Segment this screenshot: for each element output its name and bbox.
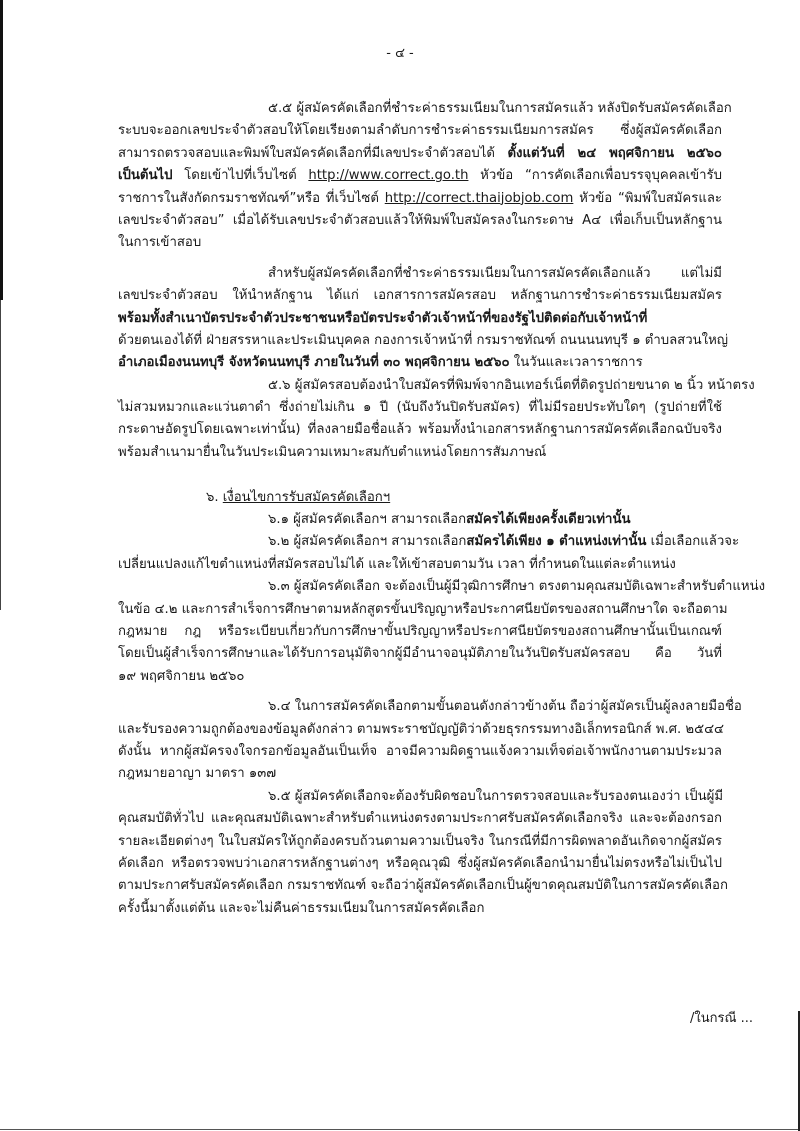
correct-go-th-link[interactable]: http://www.correct.go.th	[308, 168, 469, 184]
paragraph-line: ตามประกาศรับสมัครคัดเลือก กรมราชทัณฑ์ จะถือว่าผู้สมัครคัดเลือกเป็นผู้ขาดคุณสมบัติในการสมัครคัดเลือก	[118, 878, 728, 894]
section-6-heading: ๖. เงื่อนไขการรับสมัครคัดเลือกฯ	[206, 489, 391, 505]
page-number: - ๔ -	[386, 46, 414, 61]
paragraph-line: ๕.๕ ผู้สมัครคัดเลือกที่ชำระค่าธรรมเนียมในการสมัครแล้ว หลังปิดรับสมัครคัดเลือก	[268, 101, 732, 116]
paragraph-line: กฎหมาย กฎ หรือระเบียบเกี่ยวกับการศึกษาขั้นปริญญาหรือประกาศนียบัตรของสถานศึกษานั้นเป็นเกณฑ์	[118, 623, 722, 639]
section-5-5	[118, 98, 732, 255]
paragraph-line: พร้อมสำเนามายื่นในวันประเมินความเหมาะสมกับตำแหน่งโดยการสัมภาษณ์	[118, 444, 547, 460]
paragraph-line: และรับรองความถูกต้องของข้อมูลดังกล่าว ตามพระราชบัญญัติว่าด้วยธุรกรรมทางอิเล็กทรอนิกส์ พ.ศ. ๒๕๔๔	[118, 721, 725, 737]
paragraph-line: คัดเลือก หรือตรวจพบว่าเอกสารหลักฐานต่างๆ หรือคุณวุฒิ ซึ่งผู้สมัครคัดเลือกนำมายื่นไม่ตรงหรือไม่เป็นไป	[118, 855, 722, 871]
paragraph-line: เปลี่ยนแปลงแก้ไขตำแหน่งที่สมัครสอบไม่ได้ และให้เข้าสอบตามวัน เวลา ที่กำหนดในแต่ละตำแหน่ง	[118, 556, 676, 572]
paragraph-line: รายละเอียดต่างๆ ในใบสมัครให้ถูกต้องครบถ้วนตามความเป็นจริง ในกรณีที่มีการผิดพลาดอันเกิดจากผู้สมัคร	[118, 833, 722, 849]
item-6-2: ๖.๒ ผู้สมัครคัดเลือกฯ สามารถเลือกสมัครได้เพียง ๑ ตำแหน่งเท่านั้น เมื่อเลือกแล้วจะ	[268, 534, 740, 550]
paragraph-line: พร้อมทั้งสำเนาบัตรประจำตัวประชาชนหรือบัตรประจำตัวเจ้าหน้าที่ของรัฐไปติดต่อกับเจ้าหน้าที่	[118, 310, 648, 326]
continued-next-page: /ในกรณี ...	[690, 1011, 754, 1026]
paragraph-line: โดยเป็นผู้สำเร็จการศึกษาและได้รับการอนุมัติจากผู้มีอำนาจอนุมัติภายในวันปิดรับสมัครสอบ คือ วันที่	[118, 646, 722, 662]
paragraph-line: อำเภอเมืองนนทบุรี จังหวัดนนทบุรี ภายในวันที่ ๓๐ พฤศจิกายน ๒๕๖๐ ในวันและเวลาราชการ	[118, 355, 643, 371]
paragraph-line: สามารถตรวจสอบและพิมพ์ใบสมัครคัดเลือกที่มีเลขประจำตัวสอบได้ ตั้งแต่วันที่ ๒๔ พฤศจิกายน ๒๕๖๐	[118, 145, 722, 161]
paragraph-line: ในการเข้าสอบ	[118, 235, 202, 251]
scan-border-left-thin	[0, 300, 1, 610]
paragraph-line: ในข้อ ๔.๒ และการสำเร็จการศึกษาตามหลักสูตรขั้นปริญญาหรือประกาศนียบัตรของสถานศึกษาใด จะถือตาม	[118, 601, 728, 617]
section-6	[118, 487, 766, 920]
paragraph-line: สำหรับผู้สมัครคัดเลือกที่ชำระค่าธรรมเนียมในการสมัครคัดเลือกแล้ว แต่ไม่มี	[268, 265, 722, 281]
item-6-4: ๖.๔ ในการสมัครคัดเลือกตามขั้นตอนดังกล่าวข้างต้น ถือว่าผู้สมัครเป็นผู้ลงลายมือชื่อ	[268, 699, 742, 715]
paragraph-line: เลขประจำตัวสอบ ให้นำหลักฐาน ได้แก่ เอกสารการสมัครสอบ หลักฐานการชำระค่าธรรมเนียมสมัคร	[118, 288, 722, 304]
paragraph-line: กระดาษอัดรูปโดยเฉพาะเท่านั้น) ที่ลงลายมือชื่อแล้ว พร้อมทั้งนำเอกสารหลักฐานการสมัครคัดเลือกฉบับจริง	[118, 422, 722, 438]
paragraph-line: คุณสมบัติทั่วไป และคุณสมบัติเฉพาะสำหรับตำแหน่งตรงตามประกาศรับสมัครคัดเลือกจริง และจะต้องกรอก	[118, 811, 722, 827]
paragraph-line: ครั้งนี้มาตั้งแต่ต้น และจะไม่คืนค่าธรรมเนียมในการสมัครคัดเลือก	[118, 900, 485, 916]
paragraph-line: ราชการในสังกัดกรมราชทัณฑ์”หรือ ที่เว็บไซต์ http://correct.thaijobjob.com หัวข้อ “พิมพ์ใบสมัครและ	[118, 190, 723, 206]
paragraph-line: กฎหมายอาญา มาตรา ๑๓๗	[118, 766, 277, 782]
paragraph-line: ๕.๖ ผู้สมัครสอบต้องนำใบสมัครที่พิมพ์จากอินเทอร์เน็ตที่ติดรูปถ่ายขนาด ๒ นิ้ว หน้าตรง	[268, 377, 755, 393]
paragraph-line: ด้วยตนเองได้ที่ ฝ่ายสรรหาและประเมินบุคคล กองการเจ้าหน้าที่ กรมราชทัณฑ์ ถนนนนทบุรี ๑ ตำบลสวนใหญ่	[118, 332, 729, 348]
document-body	[118, 98, 766, 920]
item-6-5: ๖.๕ ผู้สมัครคัดเลือกจะต้องรับผิดชอบในการตรวจสอบและรับรองตนเองว่า เป็นผู้มี	[268, 788, 724, 804]
item-6-1: ๖.๑ ผู้สมัครคัดเลือกฯ สามารถเลือกสมัครได้เพียงครั้งเดียวเท่านั้น	[268, 512, 631, 528]
thaijobjob-link[interactable]: http://correct.thaijobjob.com	[384, 190, 574, 206]
paragraph-line: เป็นต้นไป โดยเข้าไปที่เว็บไซต์ http://www.correct.go.th หัวข้อ “การคัดเลือกเพื่อบรรจุบุคคลเข้ารับ	[118, 168, 722, 184]
section-no-exam-number	[118, 263, 729, 375]
paragraph-line: ดังนั้น หากผู้สมัครจงใจกรอกข้อมูลอันเป็นเท็จ อาจมีความผิดฐานแจ้งความเท็จต่อเจ้าพนักงานตามประมวล	[118, 743, 722, 759]
section-5-6	[118, 375, 755, 465]
scan-border-bottom	[0, 1129, 800, 1130]
paragraph-line: ระบบจะออกเลขประจำตัวสอบให้โดยเรียงตามลำดับการชำระค่าธรรมเนียมการสมัคร ซึ่งผู้สมัครคัดเลือก	[118, 123, 722, 139]
section-6-title: เงื่อนไขการรับสมัครคัดเลือกฯ	[222, 489, 391, 505]
paragraph-line: ไม่สวมหมวกและแว่นตาดำ ซึ่งถ่ายไม่เกิน ๑ ปี (นับถึงวันปิดรับสมัคร) ที่ไม่มีรอยประทับใดๆ (รูปถ่ายที่ใช้	[118, 400, 722, 416]
paragraph-line: ๑๙ พฤศจิกายน ๒๕๖๐	[118, 668, 245, 684]
paragraph-line: เลขประจำตัวสอบ” เมื่อได้รับเลขประจำตัวสอบแล้วให้พิมพ์ใบสมัครลงในกระดาษ A๔ เพื่อเก็บเป็นหลักฐาน	[118, 212, 722, 228]
item-6-3: ๖.๓ ผู้สมัครคัดเลือก จะต้องเป็นผู้มีวุฒิการศึกษา ตรงตามคุณสมบัติเฉพาะสำหรับตำแหน่ง	[268, 579, 766, 595]
